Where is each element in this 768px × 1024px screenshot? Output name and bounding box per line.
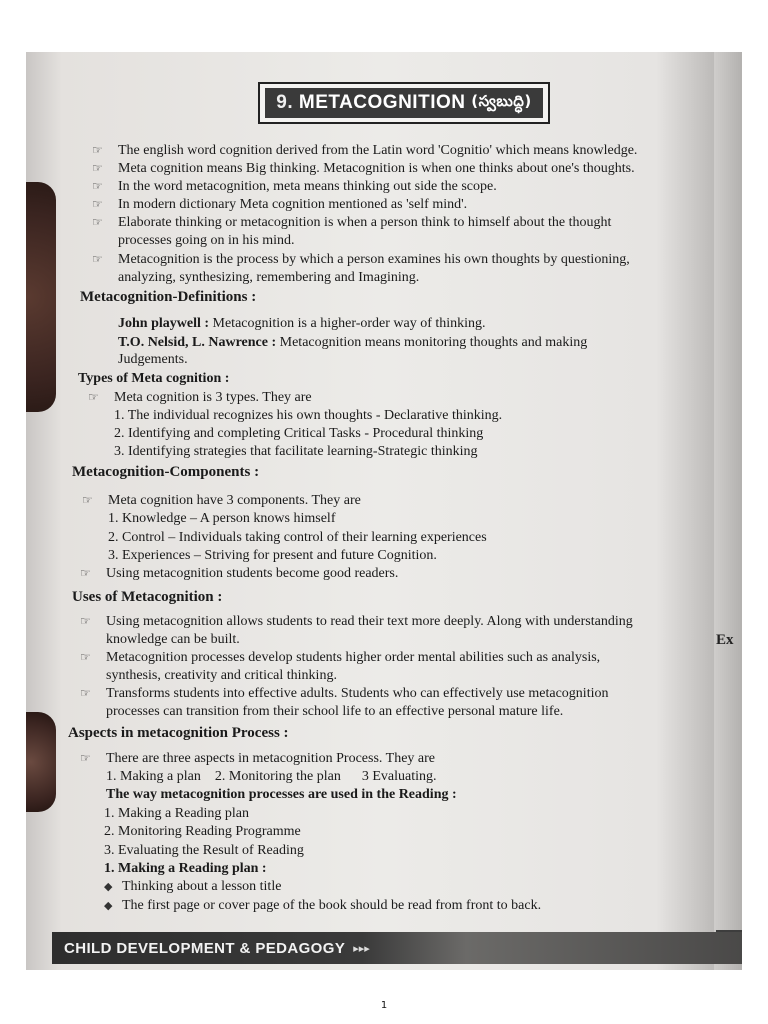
pointing-hand-icon: ☞ xyxy=(80,650,91,664)
reading-plan-heading: 1. Making a Reading plan : xyxy=(104,861,267,876)
adjacent-page-edge xyxy=(714,52,742,970)
pointing-hand-icon: ☞ xyxy=(92,197,103,211)
definition-2-cont: Judgements. xyxy=(118,352,188,367)
reading-subheading: The way metacognition processes are used in the Reading : xyxy=(106,787,457,802)
intro-line-4: In modern dictionary Meta cognition mentioned as 'self mind'. xyxy=(118,197,468,212)
uses-line-1: Using metacognition allows students to read their text more deeply. Along with understanding xyxy=(106,614,633,629)
aspects-intro: There are three aspects in metacognition Process. They are xyxy=(106,751,435,766)
intro-line-1: The english word cognition derived from the Latin word 'Cognitio' which means knowledge. xyxy=(118,143,638,158)
chapter-title-telugu: (స్వబుద్ధి) xyxy=(471,92,532,110)
chapter-title xyxy=(258,82,550,124)
plan-item-2: The first page or cover page of the book should be read from front to back. xyxy=(122,898,542,913)
intro-line-2: Meta cognition means Big thinking. Metacognition is when one thinks about one's thoughts. xyxy=(118,161,635,176)
page-photo xyxy=(26,52,742,970)
intro-line-5: Elaborate thinking or metacognition is when a person think to himself about the thought xyxy=(118,215,612,230)
components-heading: Metacognition-Components : xyxy=(72,464,260,480)
adjacent-page-text: Ex xyxy=(716,632,734,648)
page-footer xyxy=(52,932,742,964)
uses-line-4: synthesis, creativity and critical thinking. xyxy=(106,668,337,683)
aspects-list: 1. Making a plan 2. Monitoring the plan 3 Evaluating. xyxy=(106,769,437,784)
pointing-hand-icon: ☞ xyxy=(92,252,103,266)
pointing-hand-icon: ☞ xyxy=(92,143,103,157)
pointing-hand-icon: ☞ xyxy=(92,215,103,229)
types-intro: Meta cognition is 3 types. They are xyxy=(114,390,312,405)
uses-line-6: processes can transition from their school life to an effective personal mature life. xyxy=(106,704,564,719)
intro-line-8: analyzing, synthesizing, remembering and Imagining. xyxy=(118,270,420,285)
finger-bottom xyxy=(26,712,56,812)
components-intro: Meta cognition have 3 components. They are xyxy=(108,493,361,508)
pointing-hand-icon: ☞ xyxy=(82,493,93,507)
page-number: 1 xyxy=(380,1000,388,1011)
reading-step-1: 1. Making a Reading plan xyxy=(104,806,250,821)
types-item-1: 1. The individual recognizes his own thoughts - Declarative thinking. xyxy=(114,408,503,423)
diamond-bullet-icon: ◆ xyxy=(104,899,113,912)
reading-step-2: 2. Monitoring Reading Programme xyxy=(104,824,301,839)
definitions-heading: Metacognition-Definitions : xyxy=(80,289,257,305)
footer-arrows-icon: ▸▸▸ xyxy=(353,941,370,955)
pointing-hand-icon: ☞ xyxy=(80,686,91,700)
pointing-hand-icon: ☞ xyxy=(92,161,103,175)
chapter-number: 9. xyxy=(276,92,294,113)
intro-line-7: Metacognition is the process by which a person examines his own thoughts by questioning, xyxy=(118,252,630,267)
definition-1: John playwell : Metacognition is a higher-order way of thinking. xyxy=(118,316,486,331)
pointing-hand-icon: ☞ xyxy=(80,614,91,628)
components-item-1: 1. Knowledge – A person knows himself xyxy=(108,511,336,526)
definition-2: T.O. Nelsid, L. Nawrence : Metacognition means monitoring thoughts and making xyxy=(118,335,588,350)
finger-top xyxy=(26,182,56,412)
types-item-2: 2. Identifying and completing Critical Tasks - Procedural thinking xyxy=(114,426,484,441)
uses-line-2: knowledge can be built. xyxy=(106,632,240,647)
aspects-heading: Aspects in metacognition Process : xyxy=(68,725,289,741)
plan-item-1: Thinking about a lesson title xyxy=(122,879,282,894)
uses-line-5: Transforms students into effective adults. Students who can effectively use metacognition xyxy=(106,686,609,701)
uses-heading: Uses of Metacognition : xyxy=(72,589,223,605)
reading-step-3: 3. Evaluating the Result of Reading xyxy=(104,843,304,858)
footer-label: CHILD DEVELOPMENT & PEDAGOGY xyxy=(64,939,346,957)
types-heading: Types of Meta cognition : xyxy=(78,371,230,386)
components-outro: Using metacognition students become good readers. xyxy=(106,566,399,581)
chapter-title-text: METACOGNITION xyxy=(298,92,466,113)
diamond-bullet-icon: ◆ xyxy=(104,880,113,893)
pointing-hand-icon: ☞ xyxy=(80,751,91,765)
intro-line-6: processes going on in his mind. xyxy=(118,233,295,248)
pointing-hand-icon: ☞ xyxy=(88,390,99,404)
components-item-2: 2. Control – Individuals taking control of their learning experiences xyxy=(108,530,487,545)
types-item-3: 3. Identifying strategies that facilitate learning-Strategic thinking xyxy=(114,444,478,459)
pointing-hand-icon: ☞ xyxy=(92,179,103,193)
intro-line-3: In the word metacognition, meta means thinking out side the scope. xyxy=(118,179,497,194)
uses-line-3: Metacognition processes develop students higher order mental abilities such as analysis, xyxy=(106,650,601,665)
pointing-hand-icon: ☞ xyxy=(80,566,91,580)
components-item-3: 3. Experiences – Striving for present and future Cognition. xyxy=(108,548,437,563)
